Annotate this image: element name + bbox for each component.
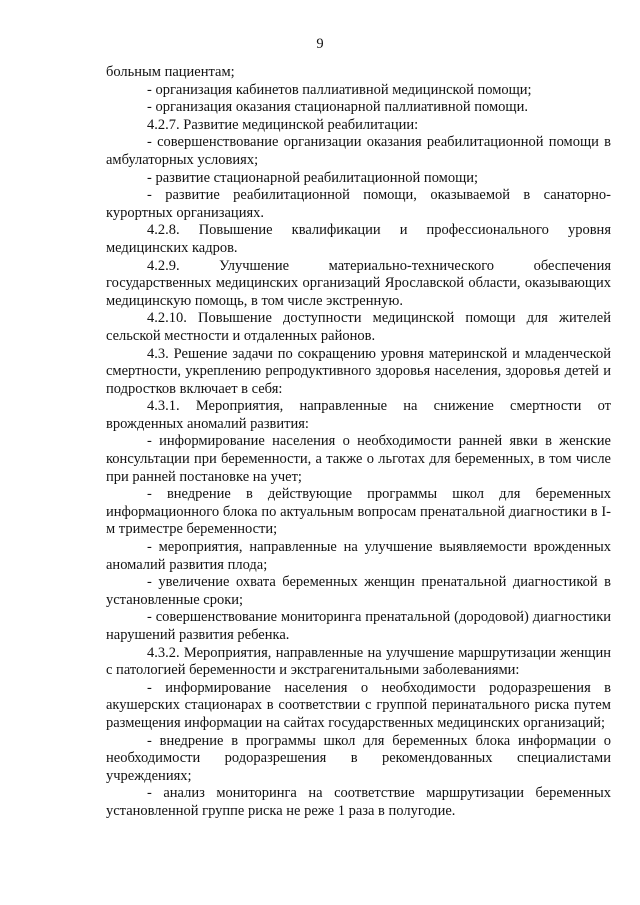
paragraph: - информирование населения о необходимости родоразрешения в акушерских стационарах в соответствии с группой перинатального риска путем размещения информации на сайтах государственных медицинских организаций; xyxy=(106,679,611,731)
paragraph: - совершенствование мониторинга пренатальной (дородовой) диагностики нарушений развития ребенка. xyxy=(106,609,611,643)
page-number: 9 xyxy=(316,36,324,52)
paragraph: - развитие реабилитационной помощи, оказываемой в санаторно-курортных организациях. xyxy=(106,187,611,221)
paragraph: 4.3.2. Мероприятия, направленные на улучшение маршрутизации женщин с патологией беременности и экстрагенитальными заболеваниями: xyxy=(106,644,611,679)
paragraph: 4.2.10. Повышение доступности медицинской помощи для жителей сельской местности и отдаленных районов. xyxy=(106,310,611,344)
paragraph: - совершенствование организации оказания реабилитационной помощи в амбулаторных условиях; xyxy=(106,134,611,168)
paragraph: - организация оказания стационарной паллиативной помощи. xyxy=(147,99,528,116)
paragraph: - увеличение охвата беременных женщин пренатальной диагностикой в установленные сроки; xyxy=(106,574,611,608)
paragraph: 4.3. Решение задачи по сокращению уровня материнской и младенческой смертности, укреплению репродуктивного здоровья населения, здоровья детей и подростков включает в себя: xyxy=(106,345,611,397)
paragraph: - развитие стационарной реабилитационной помощи; xyxy=(147,169,479,186)
paragraph: - информирование населения о необходимости ранней явки в женские консультации при беременности, а также о льготах для беременных, в том числе при ранней постановке на учет; xyxy=(106,433,611,485)
paragraph: 4.2.9. Улучшение материально-технического обеспечения государственных медицинских организаций Ярославской области, оказывающих медицинскую помощь, в том числе экстренную. xyxy=(106,257,611,309)
paragraph: - внедрение в действующие программы школ для беременных информационного блока по актуальным вопросам пренатальной диагностики в I-м триместре беременности; xyxy=(106,486,611,538)
paragraph: - анализ мониторинга на соответствие маршрутизации беременных установленной группе риска не реже 1 раза в полугодие. xyxy=(106,785,611,819)
paragraph: - мероприятия, направленные на улучшение выявляемости врожденных аномалий развития плода; xyxy=(106,539,611,573)
paragraph: - внедрение в программы школ для беременных блока информации о необходимости родоразрешения в рекомендованных специалистами учреждениях; xyxy=(106,732,611,784)
paragraph: 4.2.8. Повышение квалификации и профессионального уровня медицинских кадров. xyxy=(106,222,611,256)
paragraph: - организация кабинетов паллиативной медицинской помощи; xyxy=(147,81,532,98)
paragraph: 4.3.1. Мероприятия, направленные на снижение смертности от врожденных аномалий развития: xyxy=(106,398,611,432)
document-body xyxy=(106,64,611,821)
paragraph: 4.2.7. Развитие медицинской реабилитации: xyxy=(147,116,419,133)
paragraph: больным пациентам; xyxy=(106,64,235,80)
